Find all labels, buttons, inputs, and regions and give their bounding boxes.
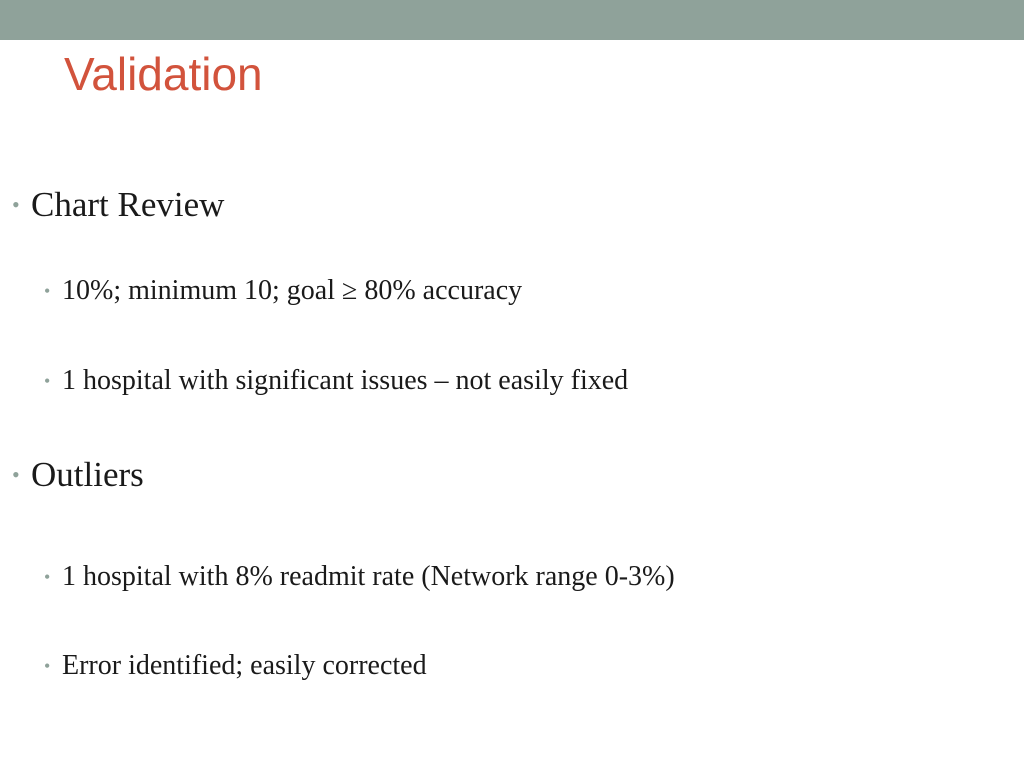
bullet-dot-icon: • xyxy=(44,567,51,587)
slide-title: Validation xyxy=(64,48,263,100)
sub-bullet-accuracy-goal xyxy=(44,273,523,309)
sub-bullet-text: 1 hospital with 8% readmit rate (Network range 0-3%) xyxy=(62,561,675,592)
bullet-outliers xyxy=(12,453,144,497)
sub-bullet-readmit-rate xyxy=(44,559,675,595)
bullet-dot-icon: • xyxy=(12,462,20,487)
sub-bullet-text: 1 hospital with significant issues – not easily fixed xyxy=(62,365,629,396)
sub-bullet-text: 10%; minimum 10; goal ≥ 80% accuracy xyxy=(62,275,523,306)
top-accent-band xyxy=(0,0,1024,40)
bullet-dot-icon: • xyxy=(44,371,51,391)
bullet-chart-review xyxy=(12,183,225,227)
bullet-dot-icon: • xyxy=(44,656,51,676)
bullet-dot-icon: • xyxy=(44,281,51,301)
sub-bullet-error-corrected xyxy=(44,648,427,684)
sub-bullet-text: Error identified; easily corrected xyxy=(62,650,427,681)
bullet-dot-icon: • xyxy=(12,192,20,217)
bullet-text: Chart Review xyxy=(31,185,225,224)
sub-bullet-hospital-issues xyxy=(44,363,629,399)
bullet-text: Outliers xyxy=(31,455,144,494)
